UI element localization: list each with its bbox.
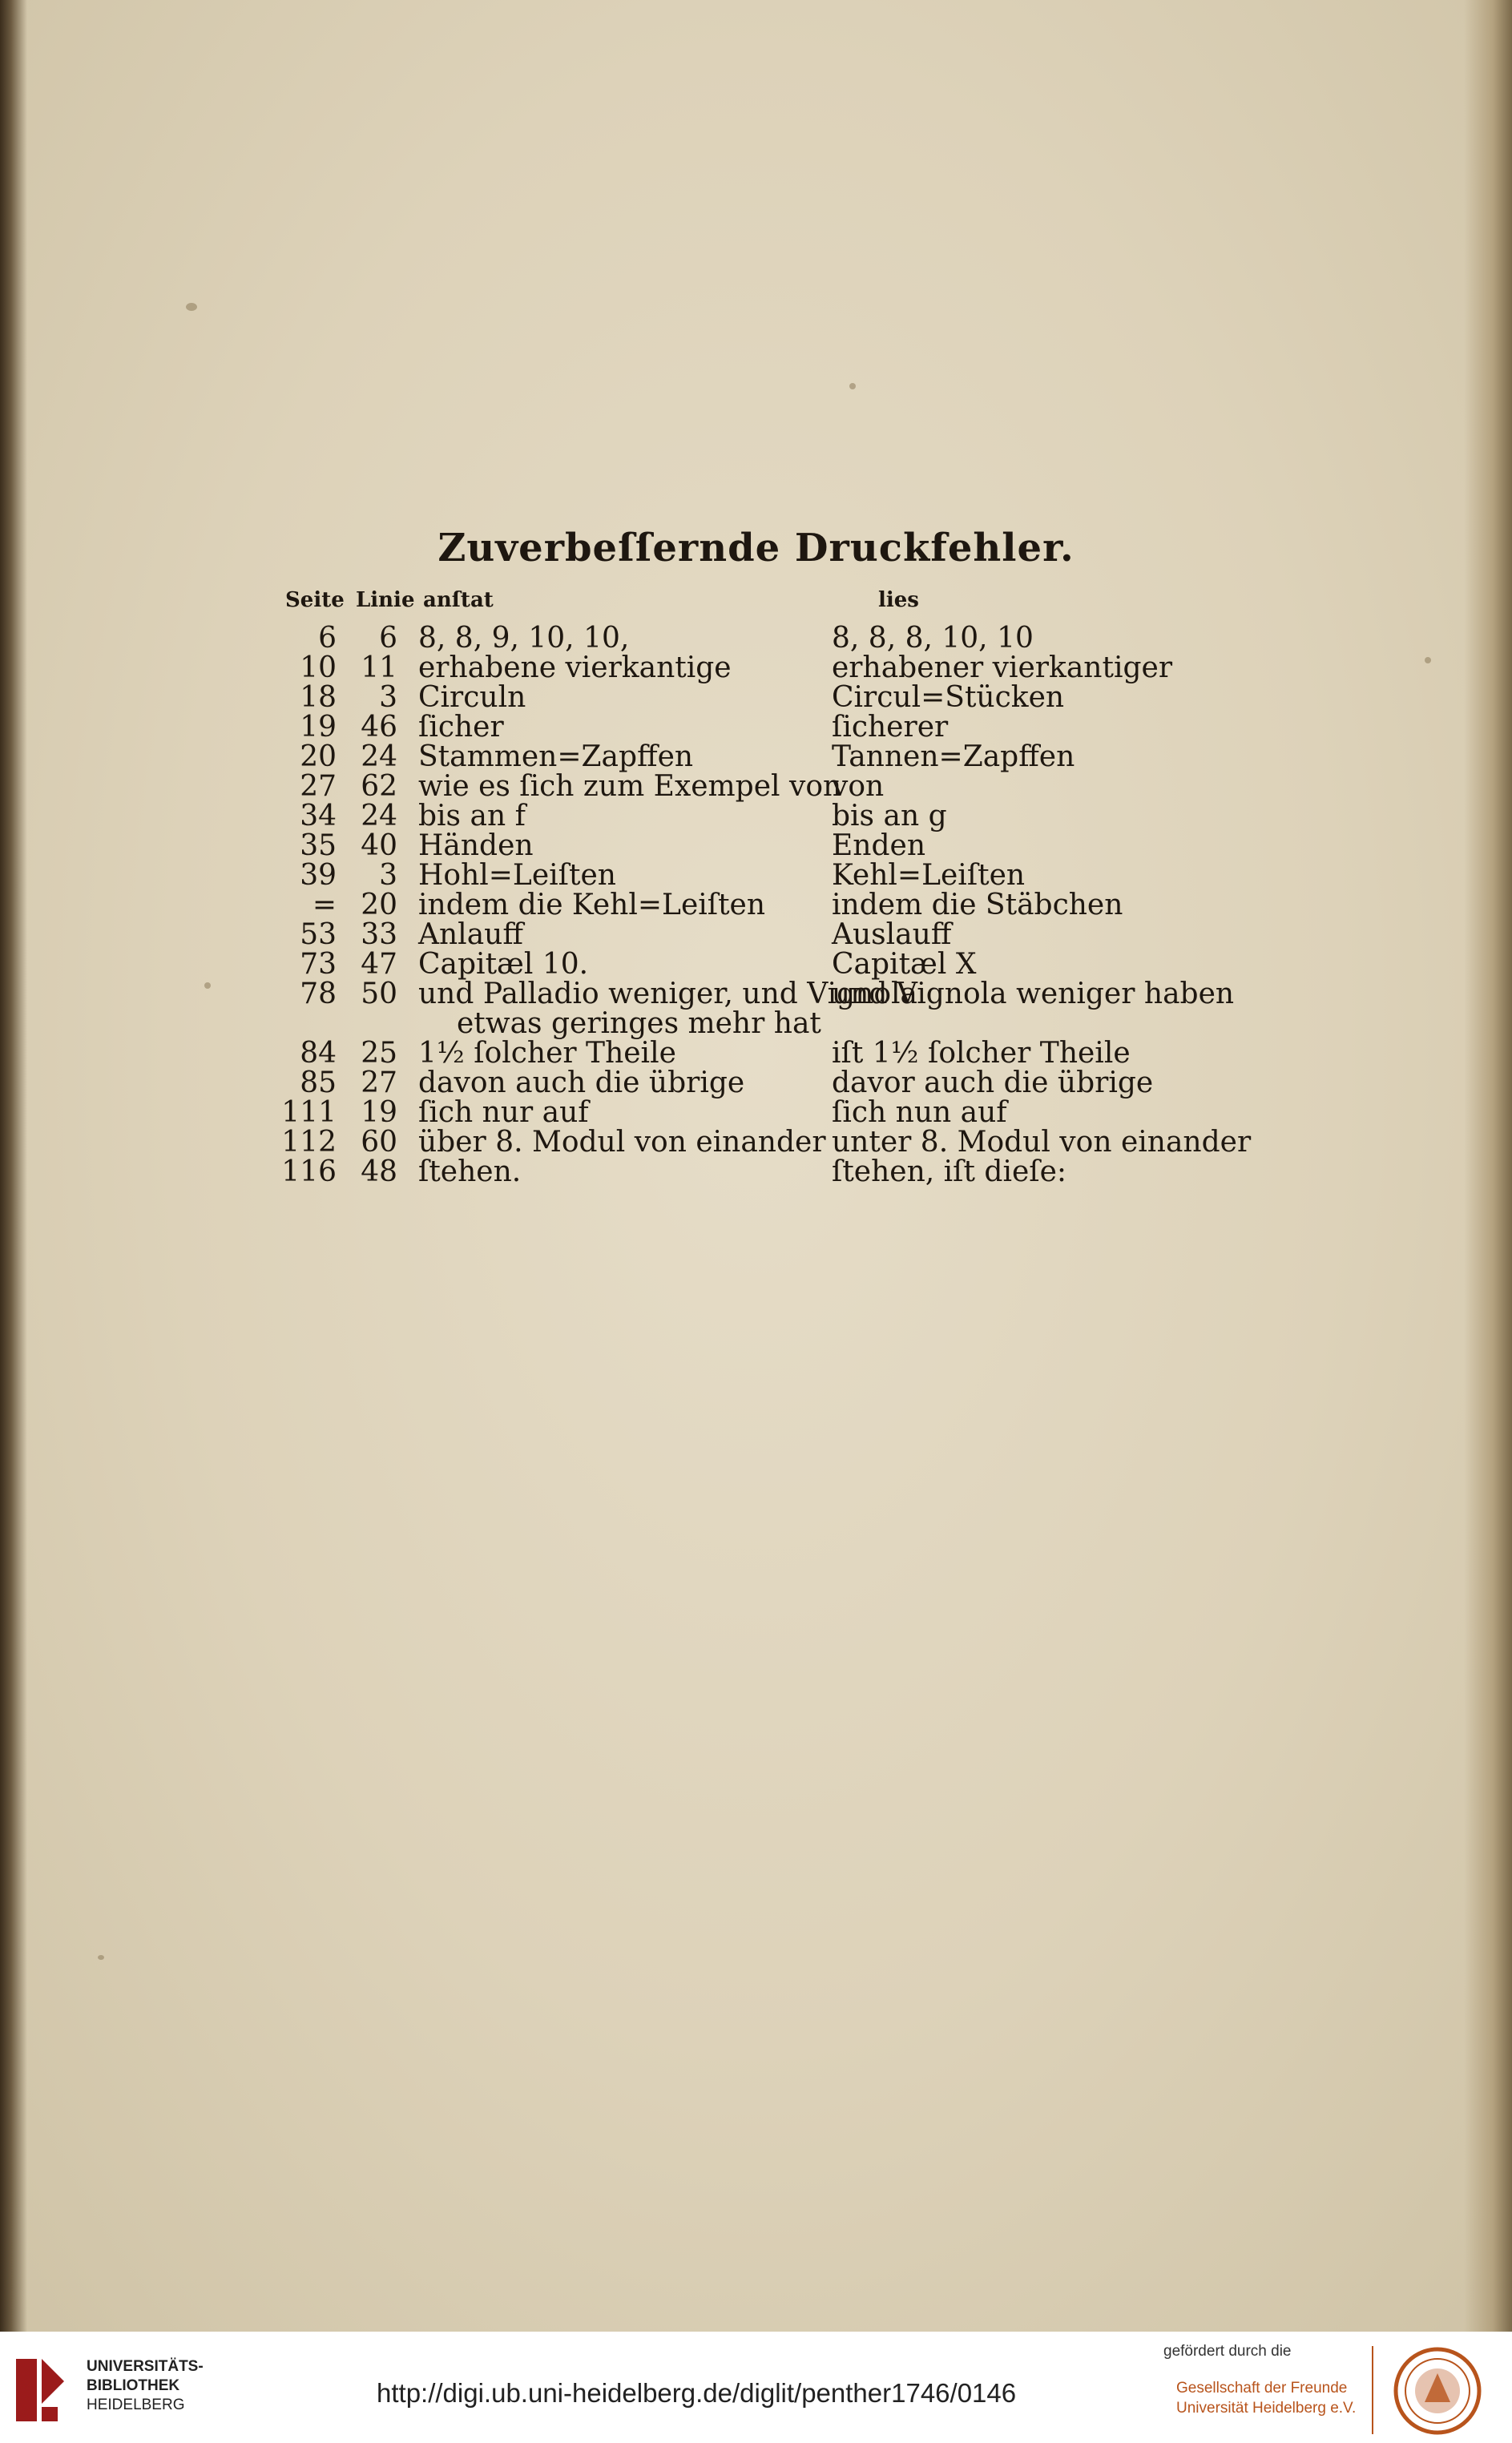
linie-cell: 48 [361,1155,397,1188]
anstatt-cell [418,978,918,1040]
errata-row [279,831,1192,861]
university-seal-icon [1393,2346,1482,2436]
anstatt-line: und Palladio weniger, und Vignola [418,978,918,1010]
anstatt-cell: 8, 8, 9, 10, 10, [418,622,630,655]
lies-cell: indem die Stäbchen [832,889,1123,921]
permalink-url[interactable]: http://digi.ub.uni-heidelberg.de/diglit/penther1746/0146 [377,2378,1017,2408]
errata-table [279,588,1252,1188]
errata-row [279,712,1192,742]
paper-spot [186,303,197,311]
anstatt-cell: 1½ ſolcher Theile [418,1037,676,1070]
binding-shadow [0,0,27,2332]
errata-row [279,1126,1252,1159]
seite-cell: 116 [281,1155,337,1188]
page-title: Zuverbeſſernde Druckfehler. [437,526,1075,570]
linie-cell: 62 [361,770,397,803]
errata-row [279,861,1192,890]
lies-cell: Capitæl X [832,948,977,981]
anstatt-cell: Anlauff [418,918,523,951]
lies-cell: Circul=Stücken [832,681,1065,714]
anstatt-cell: über 8. Modul von einander [418,1126,826,1159]
errata-row [279,1098,1192,1127]
anstatt-cell: erhabene vierkantige [418,651,732,684]
seite-cell: 35 [300,829,337,862]
seite-cell: 111 [281,1096,337,1129]
paper-spot [98,1955,104,1960]
paper-spot [849,383,856,389]
seite-cell: 39 [300,859,337,892]
errata-row [279,653,1192,683]
sponsor-line-2: Universität Heidelberg e.V. [1176,2400,1357,2417]
lies-cell: von [832,770,885,803]
errata-header [279,588,1192,623]
lies-cell: Kehl=Leiſten [832,859,1026,892]
anstatt-cell: Capitæl 10. [418,948,589,981]
lies-cell: Enden [832,829,925,862]
seite-cell: 10 [300,651,337,684]
anstatt-cell: bis an f [418,800,526,832]
anstatt-cell: ſich nur auf [418,1096,589,1129]
header-anstatt: anſtat [423,588,494,612]
linie-cell: 60 [361,1126,397,1159]
paper-spot [204,982,211,989]
lies-cell: unter 8. Modul von einander [832,1126,1252,1159]
paper-spot [1425,657,1431,663]
seite-cell: 34 [300,800,337,832]
errata-row [279,1068,1192,1098]
errata-row [279,623,1192,653]
library-line-1: UNIVERSITÄTS- [87,2358,204,2375]
anstatt-cell: Stammen=Zapffen [418,740,694,773]
lies-cell: davor auch die übrige [832,1066,1154,1099]
header-linie: Linie [356,588,415,612]
anstatt-cell: Hohl=Leiſten [418,859,616,892]
library-name [87,2357,204,2415]
library-line-3: HEIDELBERG [87,2397,185,2413]
linie-cell: 20 [361,889,397,921]
linie-cell: 47 [361,948,397,981]
errata-row [279,949,1192,979]
linie-cell: 24 [361,740,397,773]
library-line-2: BIBLIOTHEK [87,2377,180,2394]
seite-cell: 6 [318,622,337,655]
anstatt-cell: ſicher [418,711,504,744]
seite-cell: 85 [300,1066,337,1099]
lies-cell: Auslauff [832,918,952,951]
lies-cell: bis an g [832,800,947,832]
header-seite: Seite [285,588,345,612]
lies-cell: und Vignola weniger haben [832,978,1235,1010]
anstatt-cell: wie es ſich zum Exempel von [418,770,842,803]
library-logo-icon[interactable] [14,2354,77,2426]
linie-cell: 33 [361,918,397,951]
linie-cell: 11 [361,651,397,684]
lies-cell: Tannen=Zapffen [832,740,1075,773]
linie-cell: 25 [361,1037,397,1070]
seite-cell: 53 [300,918,337,951]
errata-row [279,978,1235,1040]
linie-cell: 40 [361,829,397,862]
errata-row [279,801,1192,831]
anstatt-cell: ſtehen. [418,1155,522,1188]
anstatt-cell: davon auch die übrige [418,1066,745,1099]
header-lies: lies [878,588,919,612]
anstatt-cell: Circuln [418,681,526,714]
lies-cell: ſtehen, iſt dieſe: [832,1155,1067,1188]
seite-cell: = [312,889,337,921]
linie-cell: 3 [379,859,397,892]
sponsor-name[interactable] [1176,2378,1356,2418]
errata-row [279,772,1192,801]
linie-cell: 27 [361,1066,397,1099]
seite-cell: 27 [300,770,337,803]
anstatt-cell: Händen [418,829,534,862]
lies-cell: erhabener vierkantiger [832,651,1173,684]
seite-cell: 112 [281,1126,337,1159]
lies-cell: ſicherer [832,711,949,744]
footer-divider [1372,2346,1373,2434]
errata-row [279,1038,1192,1068]
linie-cell: 50 [361,978,397,1010]
linie-cell: 6 [379,622,397,655]
seite-cell: 18 [300,681,337,714]
digitization-footer [0,2332,1512,2443]
page-edge [1464,0,1512,2332]
seite-cell: 20 [300,740,337,773]
seite-cell: 19 [300,711,337,744]
errata-row [279,890,1192,920]
lies-cell: 8, 8, 8, 10, 10 [832,622,1034,655]
anstatt-cell: indem die Kehl=Leiſten [418,889,766,921]
errata-row [279,742,1192,772]
seite-cell: 73 [300,948,337,981]
linie-cell: 3 [379,681,397,714]
lies-cell: ſich nun auf [832,1096,1007,1129]
errata-row [279,1157,1192,1187]
seite-cell: 78 [300,978,337,1010]
errata-row [279,920,1192,949]
errata-row [279,683,1192,712]
sponsor-line-1: Gesellschaft der Freunde [1176,2380,1348,2397]
linie-cell: 46 [361,711,397,744]
linie-cell: 24 [361,800,397,832]
anstatt-continuation: etwas geringes mehr hat [457,1007,821,1040]
sponsored-by-label: gefördert durch die [1163,2343,1292,2360]
linie-cell: 19 [361,1096,397,1129]
seite-cell: 84 [300,1037,337,1070]
lies-cell: iſt 1½ ſolcher Theile [832,1037,1131,1070]
